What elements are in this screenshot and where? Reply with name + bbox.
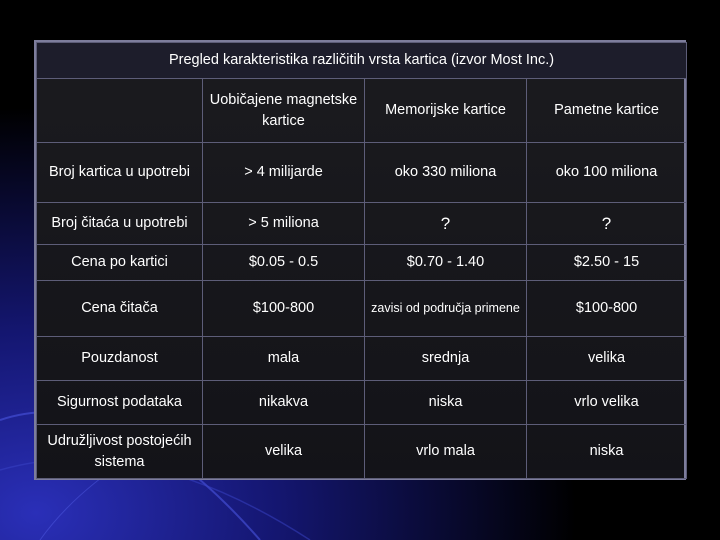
table-row xyxy=(37,203,687,245)
row-label: Sigurnost podataka xyxy=(37,381,203,425)
cell-smart: $2.50 - 15 xyxy=(527,245,687,281)
row-label: Udružljivost postojećih sistema xyxy=(37,425,203,479)
header-empty xyxy=(37,79,203,143)
row-label: Cena po kartici xyxy=(37,245,203,281)
row-label: Broj kartica u upotrebi xyxy=(37,143,203,203)
cell-smart: oko 100 miliona xyxy=(527,143,687,203)
table-title: Pregled karakteristika različitih vrsta kartica (izvor Most Inc.) xyxy=(37,43,687,79)
cell-smart: velika xyxy=(527,337,687,381)
cell-memory: srednja xyxy=(365,337,527,381)
cell-memory: $0.70 - 1.40 xyxy=(365,245,527,281)
comparison-table xyxy=(34,40,686,480)
table-row xyxy=(37,337,687,381)
cell-magnetic: > 5 miliona xyxy=(203,203,365,245)
header-magnetic: Uobičajene magnetske kartice xyxy=(203,79,365,143)
table-row xyxy=(37,381,687,425)
cell-memory: vrlo mala xyxy=(365,425,527,479)
table-row xyxy=(37,143,687,203)
cell-memory: ? xyxy=(365,203,527,245)
header-memory: Memorijske kartice xyxy=(365,79,527,143)
cell-memory: niska xyxy=(365,381,527,425)
cell-magnetic: nikakva xyxy=(203,381,365,425)
cell-memory: zavisi od područja primene xyxy=(365,281,527,337)
table-row xyxy=(37,245,687,281)
cell-memory: oko 330 miliona xyxy=(365,143,527,203)
header-smart: Pametne kartice xyxy=(527,79,687,143)
row-label: Pouzdanost xyxy=(37,337,203,381)
cell-magnetic: > 4 milijarde xyxy=(203,143,365,203)
cell-smart: niska xyxy=(527,425,687,479)
cell-smart: vrlo velika xyxy=(527,381,687,425)
cell-magnetic: mala xyxy=(203,337,365,381)
cell-magnetic: $100-800 xyxy=(203,281,365,337)
table-row xyxy=(37,425,687,479)
cell-magnetic: $0.05 - 0.5 xyxy=(203,245,365,281)
table-row xyxy=(37,281,687,337)
cell-smart: ? xyxy=(527,203,687,245)
cell-magnetic: velika xyxy=(203,425,365,479)
row-label: Cena čitača xyxy=(37,281,203,337)
cell-smart: $100-800 xyxy=(527,281,687,337)
row-label: Broj čitaća u upotrebi xyxy=(37,203,203,245)
